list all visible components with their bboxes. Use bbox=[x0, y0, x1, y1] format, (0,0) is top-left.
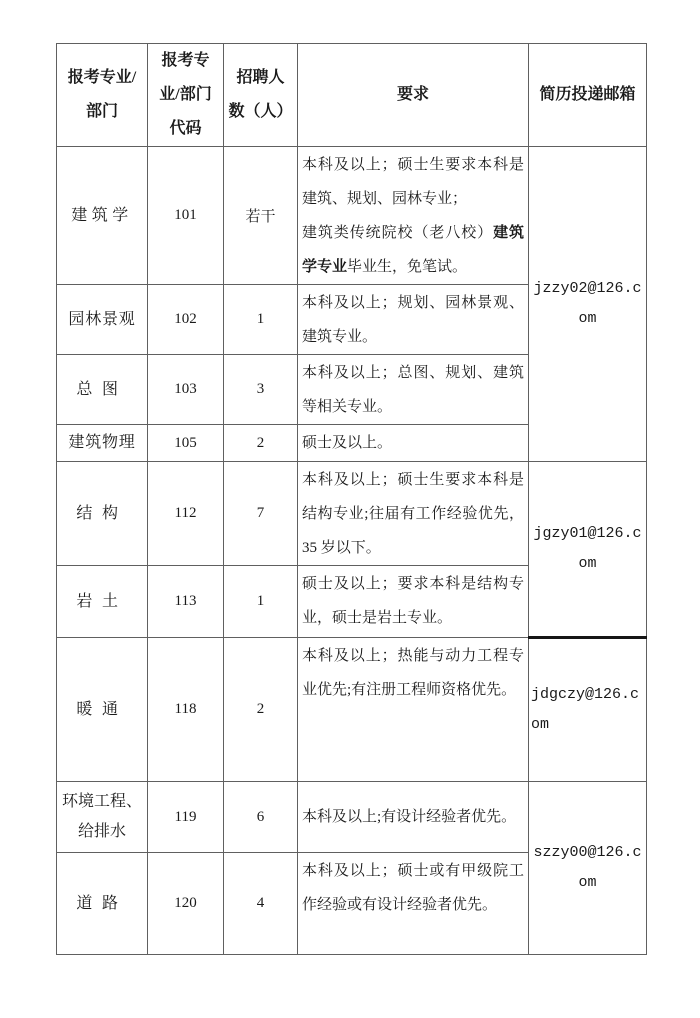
requirement-bold-text: 建筑学专业 bbox=[302, 225, 524, 275]
header-major-line: 报考专业/ bbox=[67, 69, 137, 86]
cell-code: 102 bbox=[148, 285, 224, 355]
cell-major: 道路 bbox=[57, 853, 148, 955]
table-row bbox=[57, 147, 647, 285]
cell-requirement: 硕士及以上。 bbox=[298, 425, 529, 462]
cell-requirement: 本科及以上;有设计经验者优先。 bbox=[298, 782, 529, 853]
header-code bbox=[148, 44, 224, 147]
cell-count: 1 bbox=[224, 285, 298, 355]
table-row bbox=[57, 782, 647, 853]
cell-code: 101 bbox=[148, 147, 224, 285]
cell-major: 暖通 bbox=[57, 638, 148, 782]
requirement-paragraph: 建筑类传统院校（老八校）建筑学专业毕业生，免笔试。 bbox=[302, 225, 524, 275]
cell-count: 3 bbox=[224, 355, 298, 425]
cell-major: 环境工程、给排水 bbox=[57, 782, 148, 853]
header-count-line: 数（人） bbox=[228, 103, 293, 120]
header-major-line: 部门 bbox=[85, 103, 118, 120]
header-email: 简历投递邮箱 bbox=[529, 44, 647, 147]
cell-requirement: 本科及以上；总图、规划、建筑等相关专业。 bbox=[298, 355, 529, 425]
cell-count: 2 bbox=[224, 638, 298, 782]
cell-major: 园林景观 bbox=[57, 285, 148, 355]
header-major bbox=[57, 44, 148, 147]
cell-count: 若干 bbox=[224, 147, 298, 285]
cell-major: 建筑物理 bbox=[57, 425, 148, 462]
cell-email: jdgczy@126.com bbox=[529, 638, 647, 782]
cell-count: 7 bbox=[224, 462, 298, 566]
cell-count: 6 bbox=[224, 782, 298, 853]
cell-requirement: 硕士及以上；要求本科是结构专业，硕士是岩土专业。 bbox=[298, 566, 529, 638]
recruitment-table bbox=[56, 43, 647, 955]
cell-count: 2 bbox=[224, 425, 298, 462]
cell-major: 岩土 bbox=[57, 566, 148, 638]
cell-requirement: 本科及以上；规划、园林景观、建筑专业。 bbox=[298, 285, 529, 355]
cell-major: 总图 bbox=[57, 355, 148, 425]
cell-code: 120 bbox=[148, 853, 224, 955]
header-code-line: 报考专 bbox=[161, 52, 210, 69]
cell-major: 结构 bbox=[57, 462, 148, 566]
cell-code: 103 bbox=[148, 355, 224, 425]
header-count-line: 招聘人 bbox=[236, 69, 285, 86]
cell-count: 4 bbox=[224, 853, 298, 955]
cell-email: jzzy02@126.com bbox=[529, 147, 647, 462]
header-count bbox=[224, 44, 298, 147]
cell-email: jgzy01@126.com bbox=[529, 462, 647, 638]
cell-email: szzy00@126.com bbox=[529, 782, 647, 955]
cell-requirement: 本科及以上；硕士或有甲级院工作经验或有设计经验者优先。 bbox=[298, 853, 529, 955]
cell-requirement bbox=[298, 147, 529, 285]
cell-code: 113 bbox=[148, 566, 224, 638]
header-code-line: 业/部门 bbox=[159, 86, 212, 103]
cell-code: 112 bbox=[148, 462, 224, 566]
cell-requirement: 本科及以上；硕士生要求本科是结构专业;往届有工作经验优先，35 岁以下。 bbox=[298, 462, 529, 566]
header-code-line: 代码 bbox=[169, 120, 202, 137]
header-requirements: 要求 bbox=[298, 44, 529, 147]
table-row bbox=[57, 638, 647, 782]
table-row bbox=[57, 462, 647, 566]
cell-code: 119 bbox=[148, 782, 224, 853]
cell-code: 105 bbox=[148, 425, 224, 462]
cell-major: 建筑学 bbox=[57, 147, 148, 285]
cell-requirement: 本科及以上；热能与动力工程专业优先;有注册工程师资格优先。 bbox=[298, 638, 529, 782]
cell-count: 1 bbox=[224, 566, 298, 638]
table-header-row bbox=[57, 44, 647, 147]
requirement-paragraph: 本科及以上；硕士生要求本科是建筑、规划、园林专业； bbox=[302, 157, 524, 207]
cell-code: 118 bbox=[148, 638, 224, 782]
